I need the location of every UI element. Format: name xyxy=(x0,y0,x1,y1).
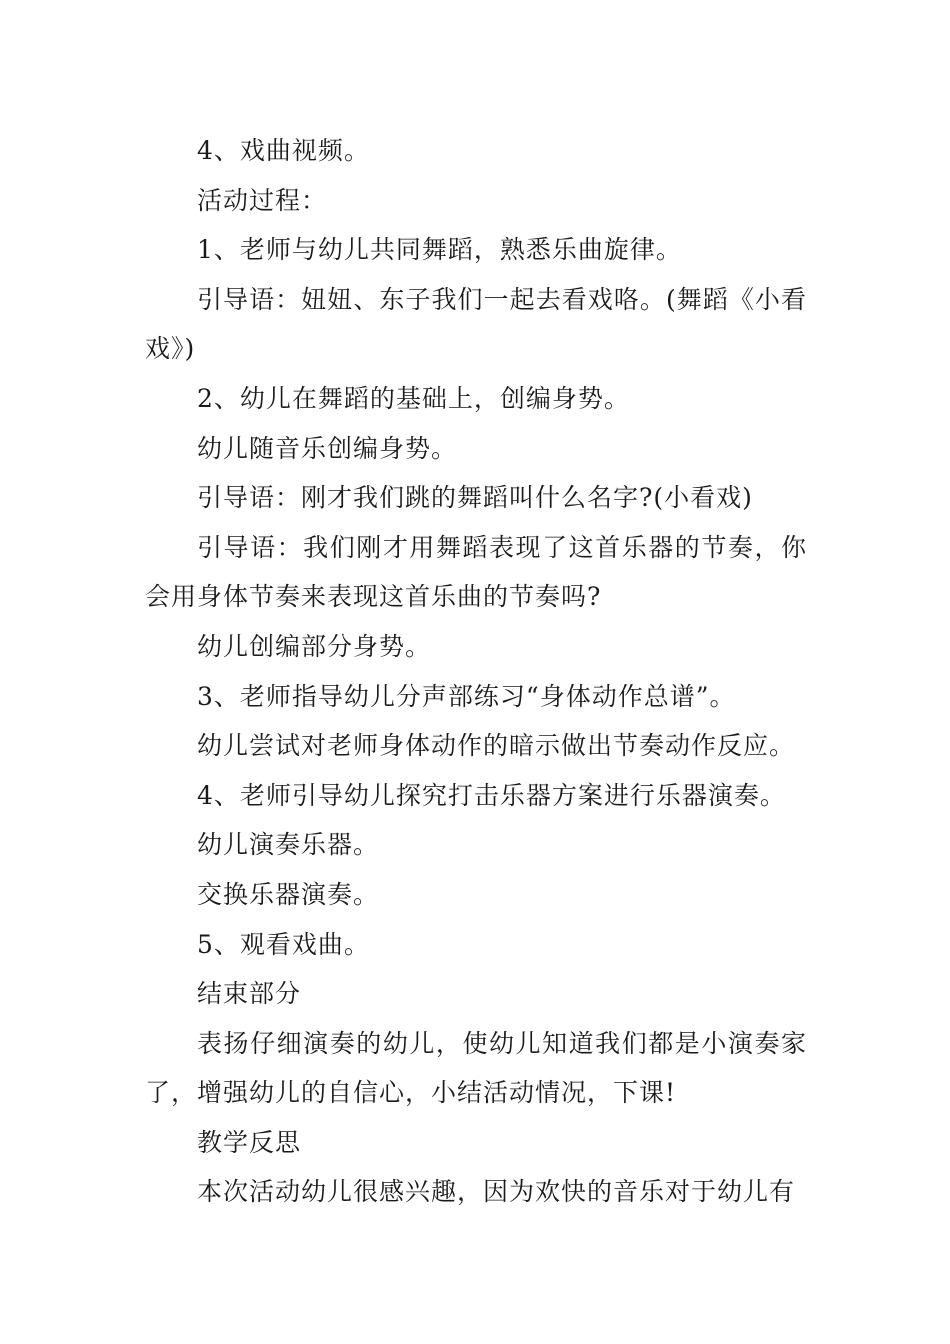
document-body xyxy=(145,126,807,1217)
paragraph-guide-1: 引导语：妞妞、东子我们一起去看戏咯。(舞蹈《小看戏》) xyxy=(145,284,807,364)
paragraph-step-2: 2、幼儿在舞蹈的基础上，创编身势。 xyxy=(197,383,630,413)
paragraph-step-4: 4、老师引导幼儿探究打击乐器方案进行乐器演奏。 xyxy=(197,780,786,810)
heading-ending: 结束部分 xyxy=(197,979,302,1009)
paragraph-step-3: 3、老师指导幼儿分声部练习“身体动作总谱”。 xyxy=(197,681,736,711)
paragraph-children-partial: 幼儿创编部分身势。 xyxy=(197,631,432,661)
paragraph-praise: 表扬仔细演奏的幼儿，使幼儿知道我们都是小演奏家了，增强幼儿的自信心，小结活动情况，下课! xyxy=(145,1028,807,1108)
paragraph-materials-video: 4、戏曲视频。 xyxy=(197,136,370,165)
heading-reflection: 教学反思 xyxy=(197,1127,302,1157)
heading-activity-process: 活动过程： xyxy=(197,185,328,215)
paragraph-children-play: 幼儿演奏乐器。 xyxy=(197,830,380,860)
paragraph-swap-instruments: 交换乐器演奏。 xyxy=(197,879,380,909)
paragraph-children-try: 幼儿尝试对老师身体动作的暗示做出节奏动作反应。 xyxy=(197,731,796,761)
paragraph-guide-3: 引导语：我们刚才用舞蹈表现了这首乐器的节奏，你会用身体节奏来表现这首乐曲的节奏吗? xyxy=(145,532,807,612)
paragraph-step-1: 1、老师与幼儿共同舞蹈，熟悉乐曲旋律。 xyxy=(197,235,682,265)
paragraph-step-5: 5、观看戏曲。 xyxy=(197,929,370,959)
paragraph-reflection: 本次活动幼儿很感兴趣，因为欢快的音乐对于幼儿有 xyxy=(197,1177,796,1207)
paragraph-children-create: 幼儿随音乐创编身势。 xyxy=(197,433,458,463)
paragraph-guide-2: 引导语：刚才我们跳的舞蹈叫什么名字?(小看戏) xyxy=(197,483,753,513)
